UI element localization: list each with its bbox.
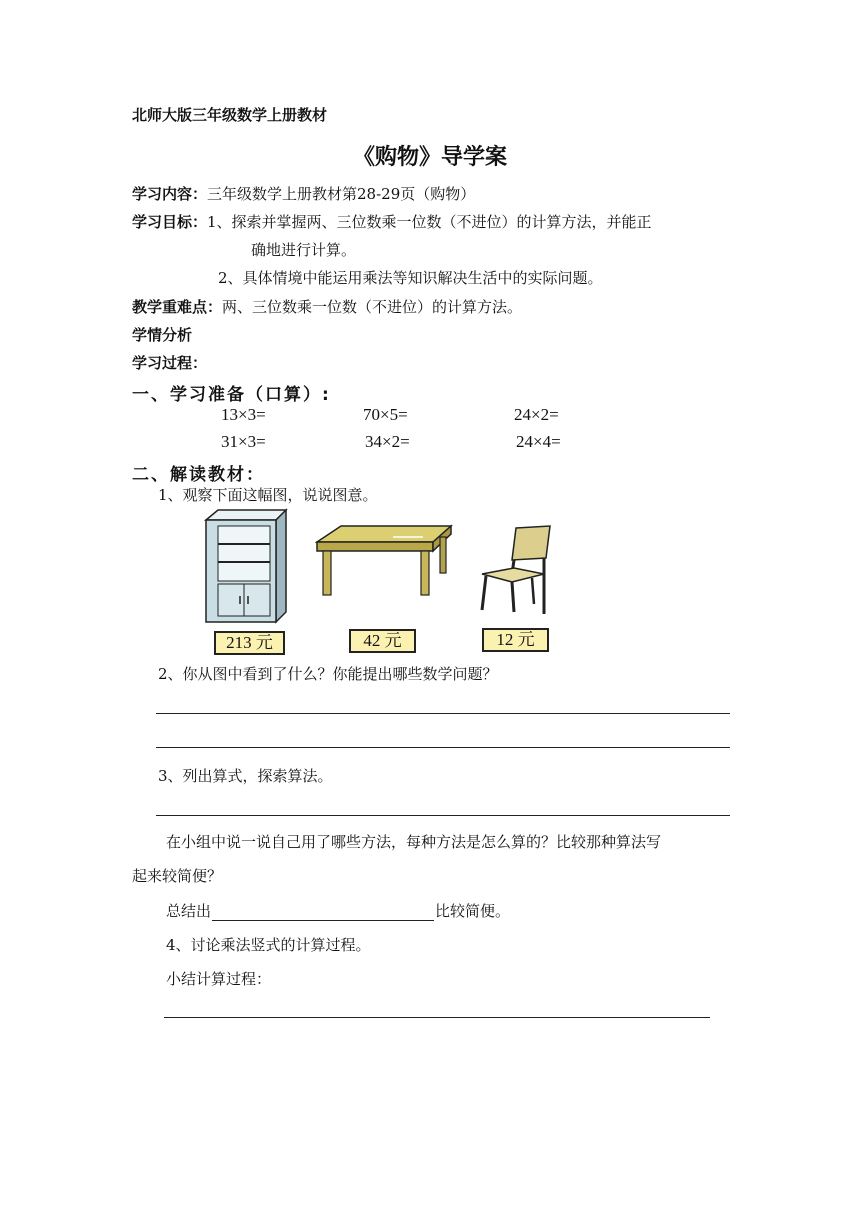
learning-goals-label: 学习目标： (132, 213, 208, 231)
learning-goal-2: 2、具体情境中能运用乘法等知识解决生活中的实际问题。 (218, 269, 603, 287)
key-points-text: 两、三位数乘一位数（不进位）的计算方法。 (222, 298, 523, 316)
discussion-text-line-1: 在小组中说一说自己用了哪些方法，每种方法是怎么算的？比较那种算法写 (166, 833, 662, 851)
calc-summary-label: 小结计算过程： (166, 970, 272, 988)
oral-calc-item: 13×3= (221, 405, 266, 424)
learning-goal-1-continued: 确地进行计算。 (251, 241, 357, 259)
oral-calc-item: 24×2= (514, 405, 559, 424)
page-title: 《购物》导学案 (352, 145, 507, 170)
learning-goal-1 (132, 211, 652, 232)
chair-image (474, 524, 554, 616)
oral-calc-item: 31×3= (221, 432, 266, 451)
summary-sentence (166, 900, 510, 921)
key-points (132, 296, 522, 317)
price-tag-table: 42 元 (349, 629, 416, 653)
oral-calc-item: 34×2= (365, 432, 410, 451)
table-image (315, 524, 453, 598)
cabinet-image (196, 508, 290, 624)
section-1-heading: 一、学习准备（口算）: (132, 385, 331, 405)
learning-content-label: 学习内容： (132, 185, 208, 203)
analysis-heading: 学情分析 (132, 326, 193, 344)
oral-calc-item: 70×5= (363, 405, 408, 424)
question-1: 1、观察下面这幅图，说说图意。 (158, 486, 378, 504)
learning-content-text: 三年级数学上册教材第28-29页（购物） (207, 185, 476, 203)
discussion-text-line-2: 起来较简便？ (132, 867, 223, 885)
summary-blank[interactable] (212, 904, 434, 921)
answer-line[interactable] (164, 1017, 710, 1018)
learning-goal-1-text: 1、探索并掌握两、三位数乘一位数（不进位）的计算方法，并能正 (207, 213, 652, 231)
question-2: 2、你从图中看到了什么？你能提出哪些数学问题？ (158, 665, 498, 683)
key-points-label: 教学重难点： (132, 298, 223, 316)
summary-prefix: 总结出 (166, 902, 212, 920)
question-3: 3、列出算式，探索算法。 (158, 767, 333, 785)
textbook-header: 北师大版三年级数学上册教材 (132, 106, 328, 124)
summary-suffix: 比较简便。 (435, 902, 511, 920)
question-4: 4、讨论乘法竖式的计算过程。 (166, 936, 371, 954)
oral-calc-item: 24×4= (516, 432, 561, 451)
answer-line[interactable] (156, 713, 730, 714)
answer-line[interactable] (156, 815, 730, 816)
section-2-heading: 二、解读教材： (132, 465, 265, 485)
learning-content (132, 183, 475, 204)
process-heading: 学习过程： (132, 354, 208, 372)
price-tag-cabinet: 213 元 (214, 631, 285, 655)
price-tag-chair: 12 元 (482, 628, 549, 652)
answer-line[interactable] (156, 747, 730, 748)
